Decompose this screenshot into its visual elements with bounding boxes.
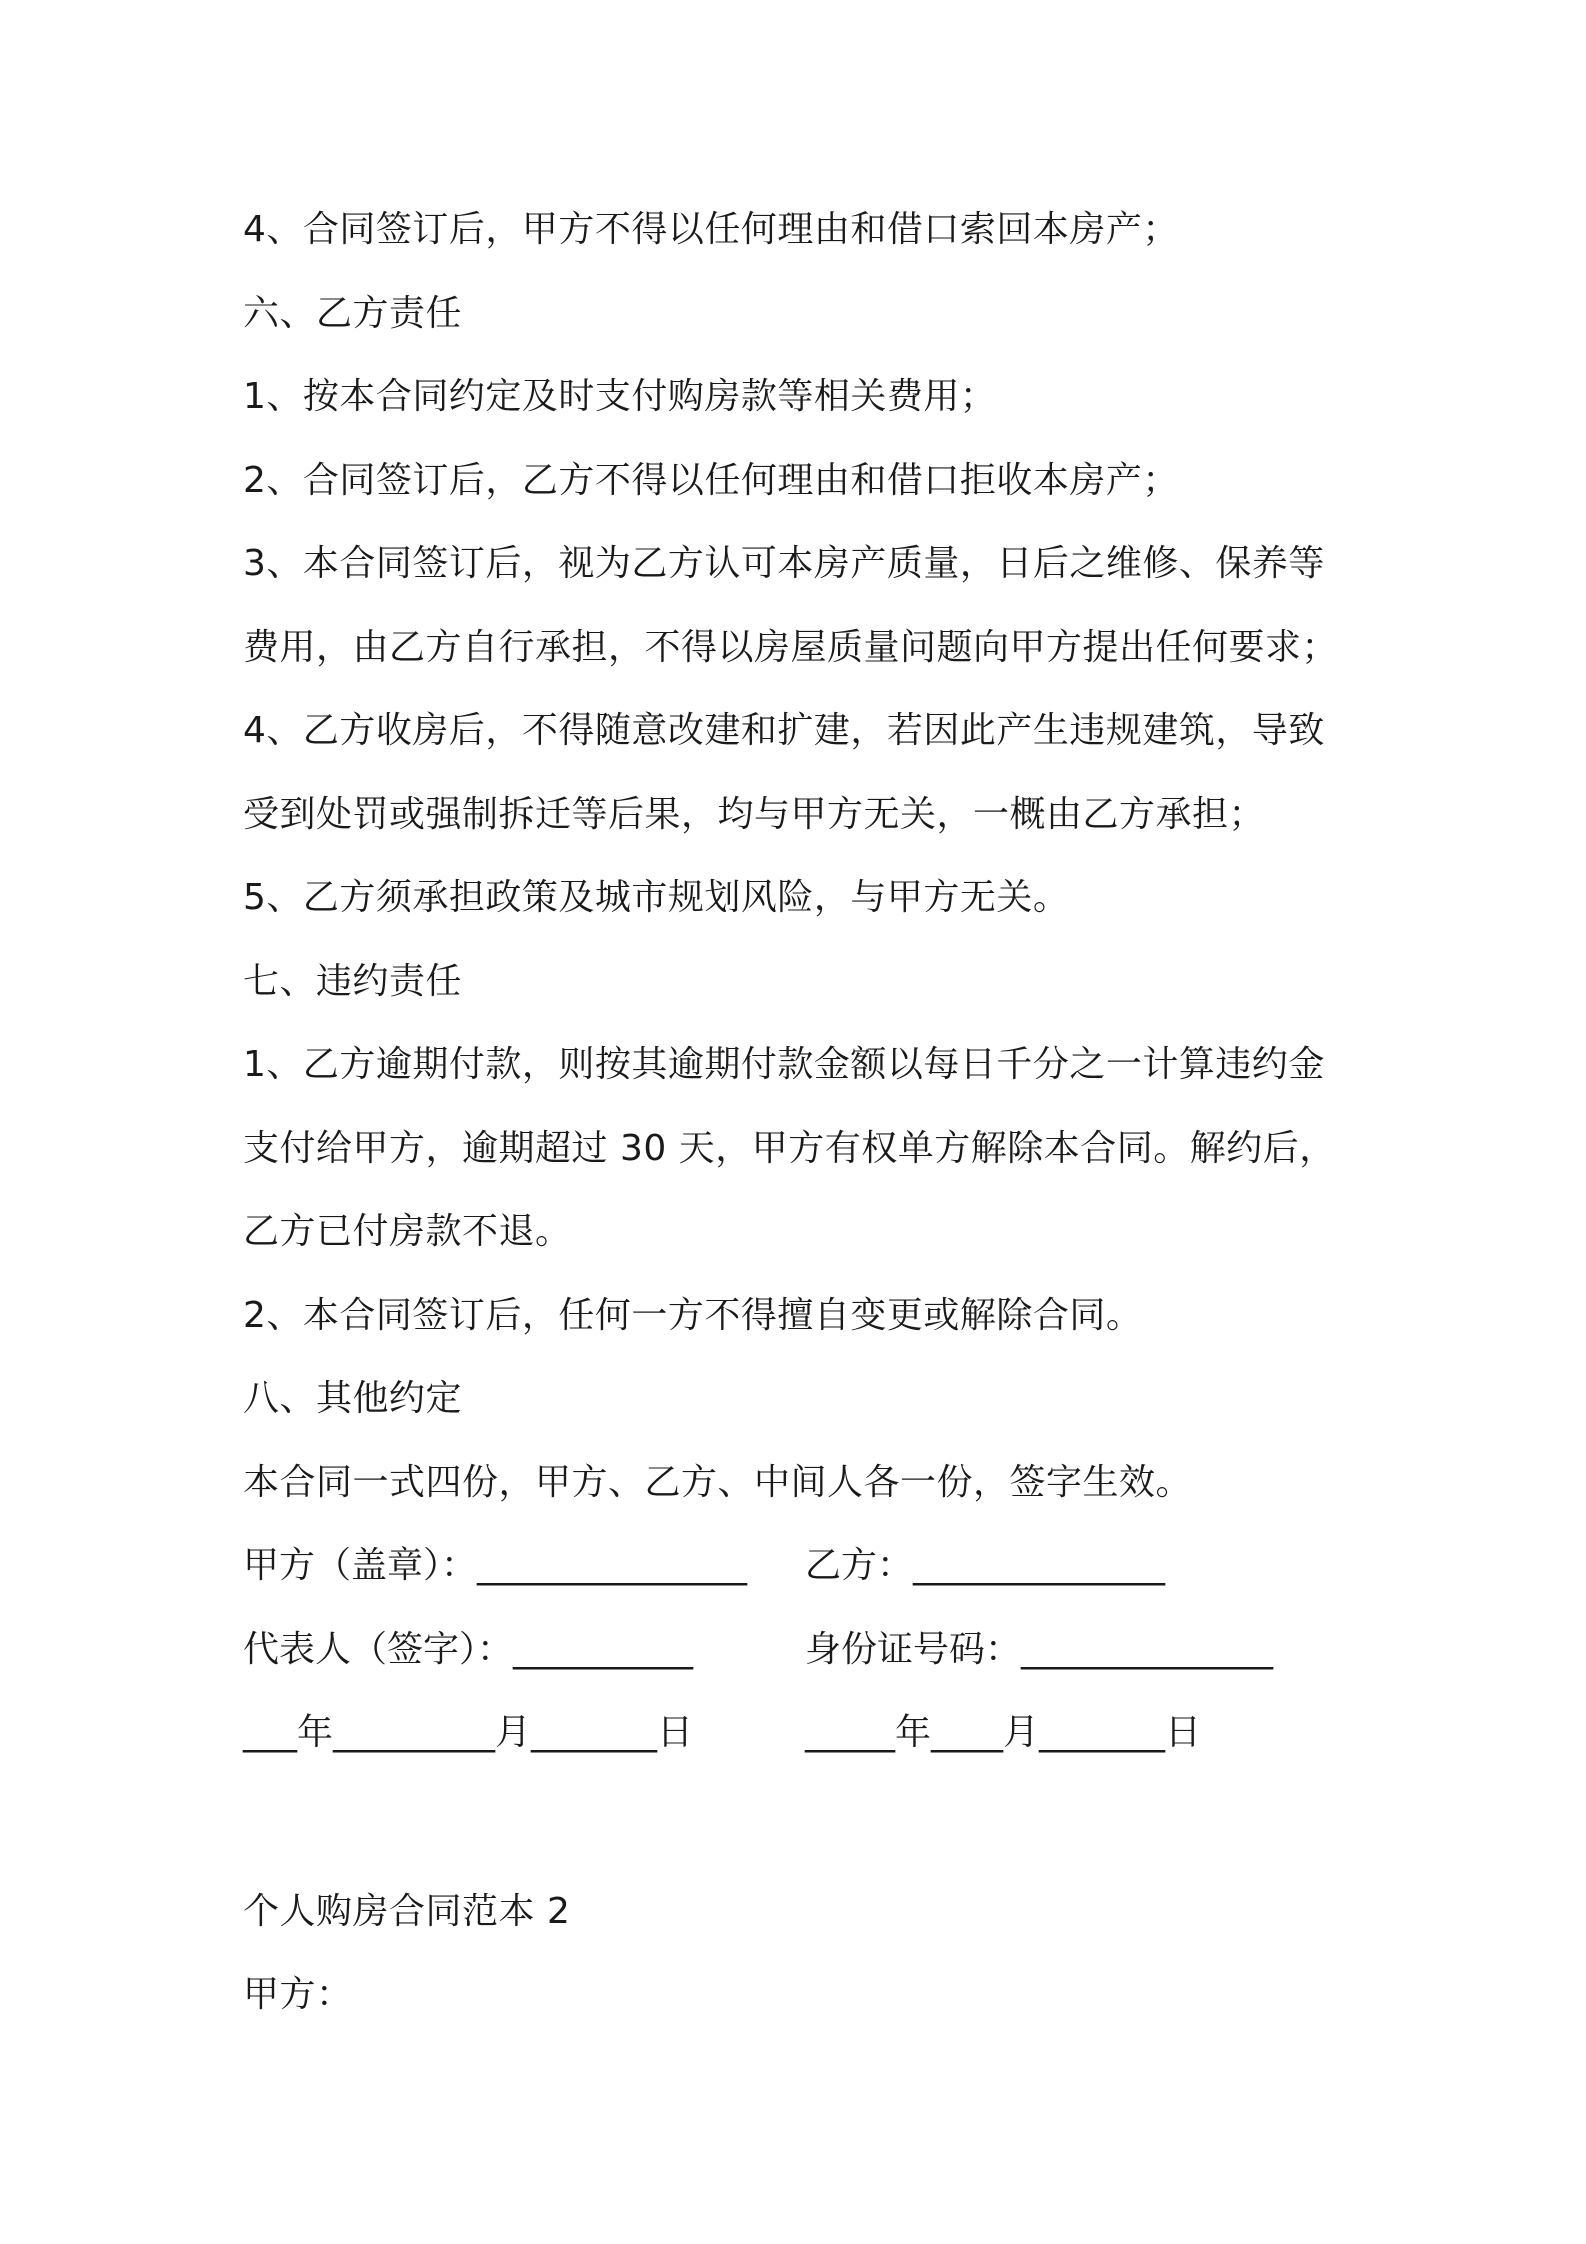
next-contract-section	[243, 1882, 1363, 2049]
contract-title: 个人购房合同范本 2	[243, 1890, 571, 1932]
section-heading: 八、其他约定	[243, 1378, 463, 1419]
clause-line: 支付给甲方，逾期超过 30 天，甲方有权单方解除本合同。解约后，	[243, 1127, 1336, 1169]
party-b-date-field: _____年____月_______日	[805, 1712, 1201, 1753]
clause-line: 本合同一式四份，甲方、乙方、中间人各一份，签字生效。	[243, 1461, 1193, 1503]
clause-line: 2、合同签订后，乙方不得以任何理由和借口拒收本房产；	[243, 459, 1179, 501]
clause-line: 1、按本合同约定及时支付购房款等相关费用；	[243, 376, 997, 417]
party-a-seal-field: 甲方（盖章）：_______________	[243, 1545, 748, 1586]
section-heading: 六、乙方责任	[243, 292, 463, 334]
section-spacer	[243, 1787, 1363, 1882]
signature-block	[243, 1536, 1363, 1787]
representative-signature-field: 代表人（签字）：__________	[243, 1628, 694, 1670]
clause-line: 2、本合同签订后，任何一方不得擅自变更或解除合同。	[243, 1294, 1143, 1336]
signature-row	[243, 1536, 1363, 1620]
contract-clauses	[243, 200, 1363, 1536]
signature-row	[243, 1703, 1363, 1787]
party-a-date-field: ___年_________月_______日	[243, 1712, 693, 1753]
clause-line: 乙方已付房款不退。	[243, 1211, 572, 1252]
clause-line: 3、本合同签订后，视为乙方认可本房产质量，日后之维修、保养等	[243, 543, 1325, 584]
id-number-field: 身份证号码：______________	[805, 1628, 1274, 1670]
section-heading: 七、违约责任	[243, 960, 463, 1002]
document-page	[243, 200, 1363, 2049]
signature-row	[243, 1620, 1363, 1704]
clause-line: 受到处罚或强制拆迁等后果，均与甲方无关，一概由乙方承担；	[243, 793, 1266, 835]
clause-line: 1、乙方逾期付款，则按其逾期付款金额以每日千分之一计算违约金	[243, 1044, 1325, 1085]
clause-line: 4、乙方收房后，不得随意改建和扩建，若因此产生违规建筑，导致	[243, 710, 1325, 751]
clause-line: 4、合同签订后，甲方不得以任何理由和借口索回本房产；	[243, 209, 1179, 250]
clause-line: 费用，由乙方自行承担，不得以房屋质量问题向甲方提出任何要求；	[243, 626, 1339, 668]
party-b-field: 乙方：______________	[805, 1545, 1166, 1586]
party-a-label: 甲方：	[243, 1974, 353, 2015]
clause-line: 5、乙方须承担政策及城市规划风险，与甲方无关。	[243, 877, 1070, 918]
